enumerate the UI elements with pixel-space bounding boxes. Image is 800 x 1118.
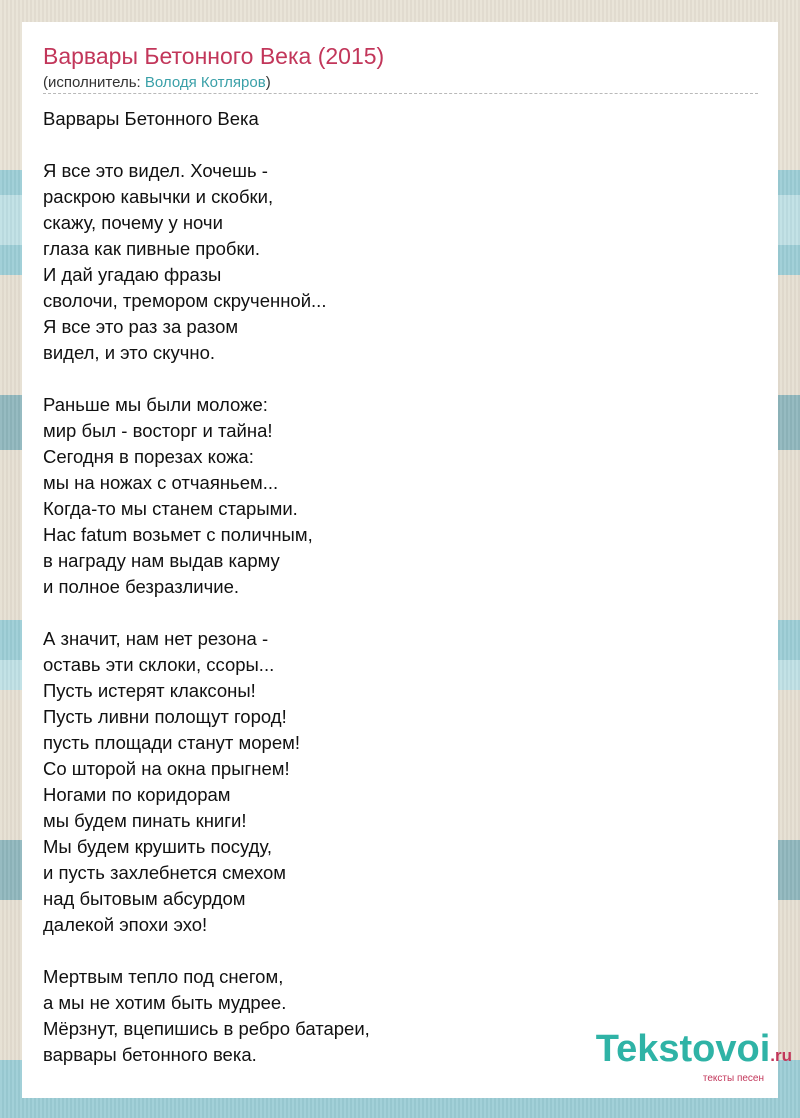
lyric-line: сволочи, тремором скрученной... xyxy=(43,290,327,311)
stanza-break xyxy=(43,938,370,964)
lyric-line: пусть площади станут морем! xyxy=(43,732,300,753)
lyric-line: Мёрзнут, вцепишись в ребро батареи, xyxy=(43,1018,370,1039)
lyric-line: оставь эти склоки, ссоры... xyxy=(43,654,275,675)
lyric-line: мир был - восторг и тайна! xyxy=(43,420,273,441)
lyric-line: варвары бетонного века. xyxy=(43,1044,257,1065)
lyric-line: и полное безразличие. xyxy=(43,576,240,597)
lyric-line: далекой эпохи эхо! xyxy=(43,914,208,935)
lyric-line: а мы не хотим быть мудрее. xyxy=(43,992,287,1013)
lyric-line: над бытовым абсурдом xyxy=(43,888,246,909)
stanza-break xyxy=(43,600,370,626)
logo-tld: .ru xyxy=(770,1046,792,1065)
site-logo[interactable] xyxy=(596,1030,792,1084)
byline-prefix: (исполнитель: xyxy=(43,74,145,91)
title-divider xyxy=(43,93,758,94)
lyrics-sheet xyxy=(22,22,778,1098)
artist-link[interactable]: Володя Котляров xyxy=(144,74,266,91)
lyric-line: Я все это видел. Хочешь - xyxy=(43,160,268,181)
lyric-line: раскрою кавычки и скобки, xyxy=(43,186,274,207)
lyrics-text xyxy=(43,106,370,1068)
lyric-line: Со шторой на окна прыгнем! xyxy=(43,758,290,779)
lyric-line: видел, и это скучно. xyxy=(43,342,215,363)
lyric-line: Раньше мы были моложе: xyxy=(43,394,268,415)
lyric-line: Я все это раз за разом xyxy=(43,316,239,337)
lyric-line: мы будем пинать книги! xyxy=(43,810,247,831)
lyric-line: Варвары Бетонного Века xyxy=(43,108,259,129)
lyric-line: и пусть захлебнется смехом xyxy=(43,862,286,883)
lyric-line: Мы будем крушить посуду, xyxy=(43,836,272,857)
artist-byline xyxy=(43,74,271,91)
lyric-line: Мертвым тепло под снегом, xyxy=(43,966,284,987)
lyric-line: А значит, нам нет резона - xyxy=(43,628,269,649)
stanza-break xyxy=(43,366,370,392)
lyric-line: в награду нам выдав карму xyxy=(43,550,280,571)
lyric-line: глаза как пивные пробки. xyxy=(43,238,261,259)
stanza-break xyxy=(43,132,370,158)
lyric-line: мы на ножах с отчаяньем... xyxy=(43,472,279,493)
lyric-line: Пусть ливни полощут город! xyxy=(43,706,287,727)
logo-name: Tekstovoi xyxy=(595,1028,771,1070)
lyric-line: И дай угадаю фразы xyxy=(43,264,222,285)
lyric-line: Ногами по коридорам xyxy=(43,784,231,805)
song-title: Варвары Бетонного Века (2015) xyxy=(43,43,385,69)
lyric-line: скажу, почему у ночи xyxy=(43,212,223,233)
logo-tagline: тексты песен xyxy=(702,1073,764,1084)
byline-suffix: ) xyxy=(265,74,271,91)
lyric-line: Нас fatum возьмет с поличным, xyxy=(43,524,313,545)
lyric-line: Когда-то мы станем старыми. xyxy=(43,498,298,519)
lyric-line: Пусть истерят клаксоны! xyxy=(43,680,256,701)
lyric-line: Сегодня в порезах кожа: xyxy=(43,446,254,467)
